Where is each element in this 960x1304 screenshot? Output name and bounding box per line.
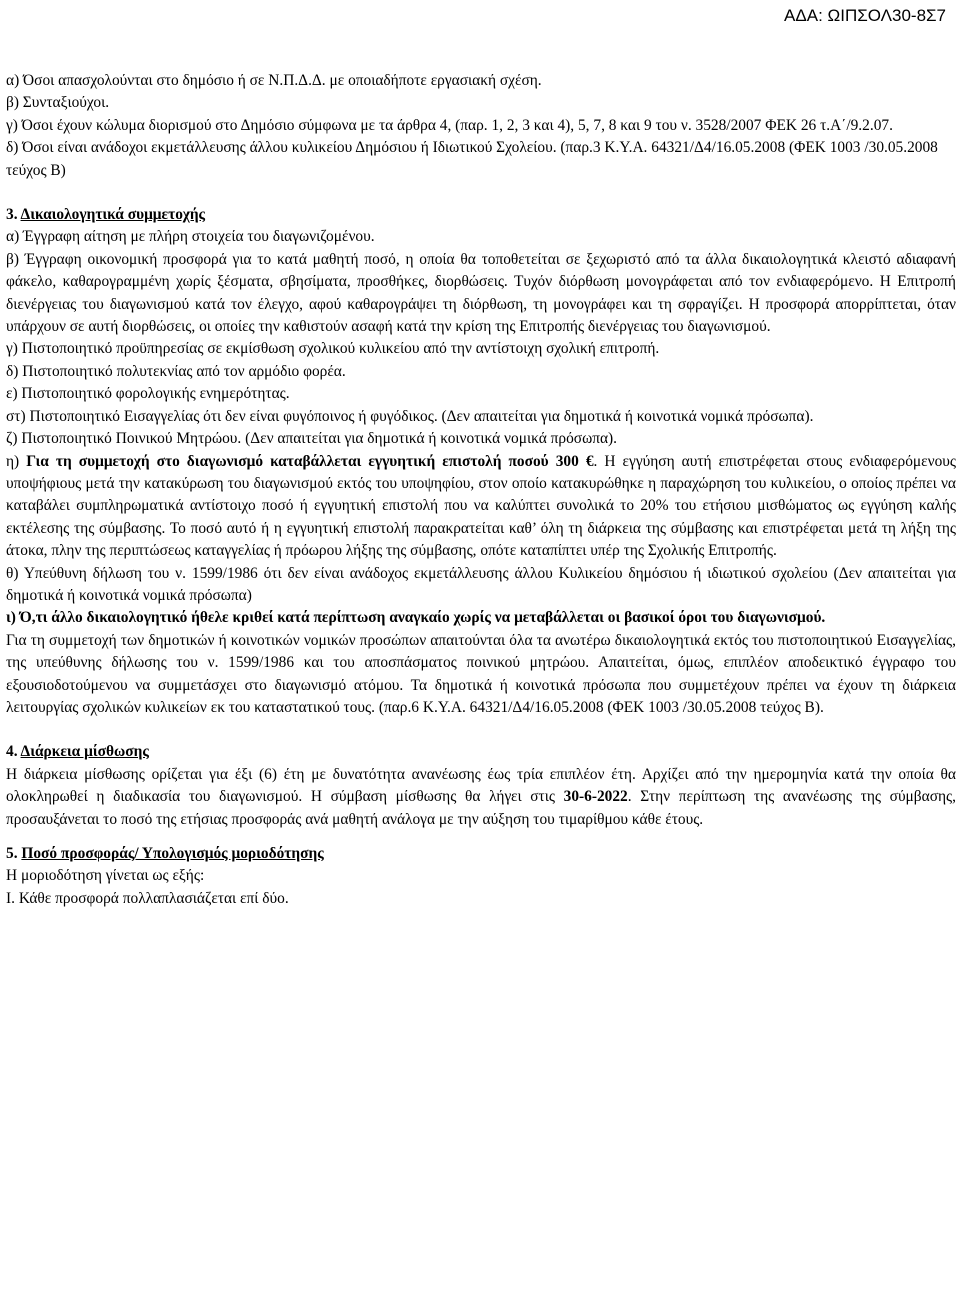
section-4-number: 4. [6,743,21,761]
requirement-e: ε) Πιστοποιητικό φορολογικής ενημερότητας. [6,385,290,403]
section-5-title: Ποσό προσφοράς/ Υπολογισμός μοριοδότησης [21,845,324,862]
exclusion-b: β) Συνταξιούχοι. [6,94,110,112]
requirement-i [6,607,956,629]
scoring-rule-1: Ι. Κάθε προσφορά πολλαπλασιάζεται επί δύο. [6,889,289,907]
requirement-h-prefix: η) [6,452,27,470]
section-4-heading [6,741,956,763]
document-body [6,70,956,910]
section-3-heading [6,204,956,226]
requirement-a: α) Έγγραφη αίτηση με πλήρη στοιχεία του διαγωνιζομένου. [6,228,375,246]
requirement-i-text: ι) Ό,τι άλλο δικαιολογητικό ήθελε κριθεί κατά περίπτωση αναγκαίο χωρίς να μεταβάλλεται οι βασικοί όροι του διαγωνισμού. [6,609,826,627]
lease-renewal-text: . Στην περίπτωση της ανανέωσης της σύμβασης, προσαυξάνεται το ποσό της ετήσιας προσφοράς ανά μαθητή ανάλογα με την αύξηση του τιμαρίθμου κάθε έτους. [6,788,956,828]
lease-duration-text: Η διάρκεια μίσθωσης ορίζεται για έξι (6) έτη με δυνατότητα ανανέωσης έως τρία επιπλέον έτη. Αρχίζει από την ημερομηνία κατά την οποία θα ολοκληρωθεί η διαδικασία του διαγωνισμού. Η σύμβαση μίσθωσης θα λήγει στις [6,765,956,806]
exclusion-c: γ) Όσοι έχουν κώλυμα διορισμού στο Δημόσιο σύμφωνα με τα άρθρα 4, (παρ. 1, 2, 3 και 4), 5, 7, 8 και 9 του ν. 3528/2007 ΦΕΚ 26 τ.Α΄/9.2.07. [6,116,893,134]
lease-end-date: 30-6-2022 [563,788,628,806]
requirement-st: στ) Πιστοποιητικό Εισαγγελίας ότι δεν είναι φυγόποινος ή φυγόδικος. (Δεν απαιτείται για δημοτικά ή κοινοτικά νομικά πρόσωπα). [6,407,814,425]
section-5-number: 5. [6,845,22,862]
exclusion-a: α) Όσοι απασχολούνται στο δημόσιο ή σε Ν.Π.Δ.Δ. με οποιαδήποτε εργασιακή σχέση. [6,72,542,89]
scoring-intro: Η μοριοδότηση γίνεται ως εξής: [6,867,205,885]
guarantee-letter-notice: Για τη συμμετοχή στο διαγωνισμό καταβάλλεται εγγυητική επιστολή ποσού 300 € [26,452,594,470]
requirement-h-text: . Η εγγύηση αυτή επιστρέφεται στους ενδιαφερόμενους υποψήφιους μετά την κατακύρωση του διαγωνισμού εκτός του υποψηφίου, στον οποίο κατακυρώθηκε η παραχώρηση του κυλικείου, ο οποίος πρέπει να καταβάλει συμπληρωματικά αντίστοιχο ποσό ή εγγυητική επιστολή που να καλύπτει συνολικά το 20% του ετήσιου μισθώματος ως εγγύηση καλής εκτέλεσης της σύμβασης. Το ποσό αυτό ή η εγγυητική επιστολή παρακρατείται καθ’ όλη τη διάρκεια της σύμβασης και επιστρέφεται μετά τη λήξη της άτοκα, πλην της περιπτώσεως καταγγελίας ή πρόωρου λήξης της σύμβασης, οπότε καταπίπτει υπέρ της Σχολικής Επιτροπής. [6,452,956,560]
ada-code: ΑΔΑ: ΩΙΠΣΟΛ30-8Σ7 [784,6,946,25]
requirement-d: δ) Πιστοποιητικό πολυτεκνίας από τον αρμόδιο φορέα. [6,362,346,380]
requirement-b: β) Έγγραφη οικονομική προσφορά για το κατά μαθητή ποσό, η οποία θα τοποθετείται σε ξεχωριστό από τα άλλα δικαιολογητικά κλειστό αδιαφανή φάκελο, καθαρογραμμένη χωρίς ξέσματα, σβησίματα, προσθήκες, διορθώσεις. Τυχόν διόρθωση μονογράφεται από τον ενδιαφερόμενο. Η Επιτροπή διενέργειας του διαγωνισμού κατά τον έλεγχο, αφού καθαρογράψει τη διόρθωση, τη μονογράφει και τη σφραγίζει. Η προσφορά απορρίπτεται, όταν υπάρχουν σε αυτή διορθώσεις, οι οποίες την καθιστούν ασαφή κατά την κρίση της Επιτροπής διενέργειας του διαγωνισμού. [6,250,956,336]
legal-entities-paragraph: Για τη συμμετοχή των δημοτικών ή κοινοτικών νομικών προσώπων απαιτούνται όλα τα ανωτέρω δικαιολογητικά εκτός του πιστοποιητικού Εισαγγελίας, της υπεύθυνης δήλωσης του ν. 1599/1986 και του αποσπάσματος ποινικού μητρώου. Απαιτείται, όμως, επιπλέον αποδεικτικό έγγραφο του εξουσιοδοτούμενου να συμμετάσχει στο διαγωνισμό ατόμου. Τα δημοτικά ή κοινοτικά πρόσωπα που συμμετέχουν πρέπει να έχουν τη διάρκεια λειτουργίας σχολικών κυλικείων εκ του καταστατικού τους. (παρ.6 Κ.Υ.Α. 64321/Δ4/16.05.2008 (ΦΕΚ 1003 /30.05.2008 τεύχος Β). [6,631,956,716]
requirement-c: γ) Πιστοποιητικό προϋπηρεσίας σε εκμίσθωση σχολικού κυλικείου από την αντίστοιχη σχολική επιτροπή. [6,340,660,358]
section-5-heading [6,843,956,865]
requirement-z: ζ) Πιστοποιητικό Ποινικού Μητρώου. (Δεν απαιτείται για δημοτικά ή κοινοτικά νομικά πρόσωπα). [6,430,618,448]
requirement-h [6,451,956,563]
section-4-title: Διάρκεια μίσθωσης [20,743,149,761]
section-3-title: Δικαιολογητικά συμμετοχής [20,206,206,224]
exclusion-d: δ) Όσοι είναι ανάδοχοι εκμετάλλευσης άλλου κυλικείου Δημόσιου ή Ιδιωτικού Σχολείου. (παρ.3 Κ.Υ.Α. 64321/Δ4/16.05.2008 (ΦΕΚ 1003 /30.05.2008 τεύχος Β) [6,139,938,179]
lease-duration-paragraph [6,764,956,831]
requirement-th: θ) Υπεύθυνη δήλωση του ν. 1599/1986 ότι δεν είναι ανάδοχος εκμετάλλευσης άλλου Κυλικείου δημόσιου ή ιδιωτικού σχολείου (Δεν απαιτείται για δημοτικά ή κοινοτικά νομικά πρόσωπα) [6,564,956,604]
section-3-number: 3. [6,206,21,224]
